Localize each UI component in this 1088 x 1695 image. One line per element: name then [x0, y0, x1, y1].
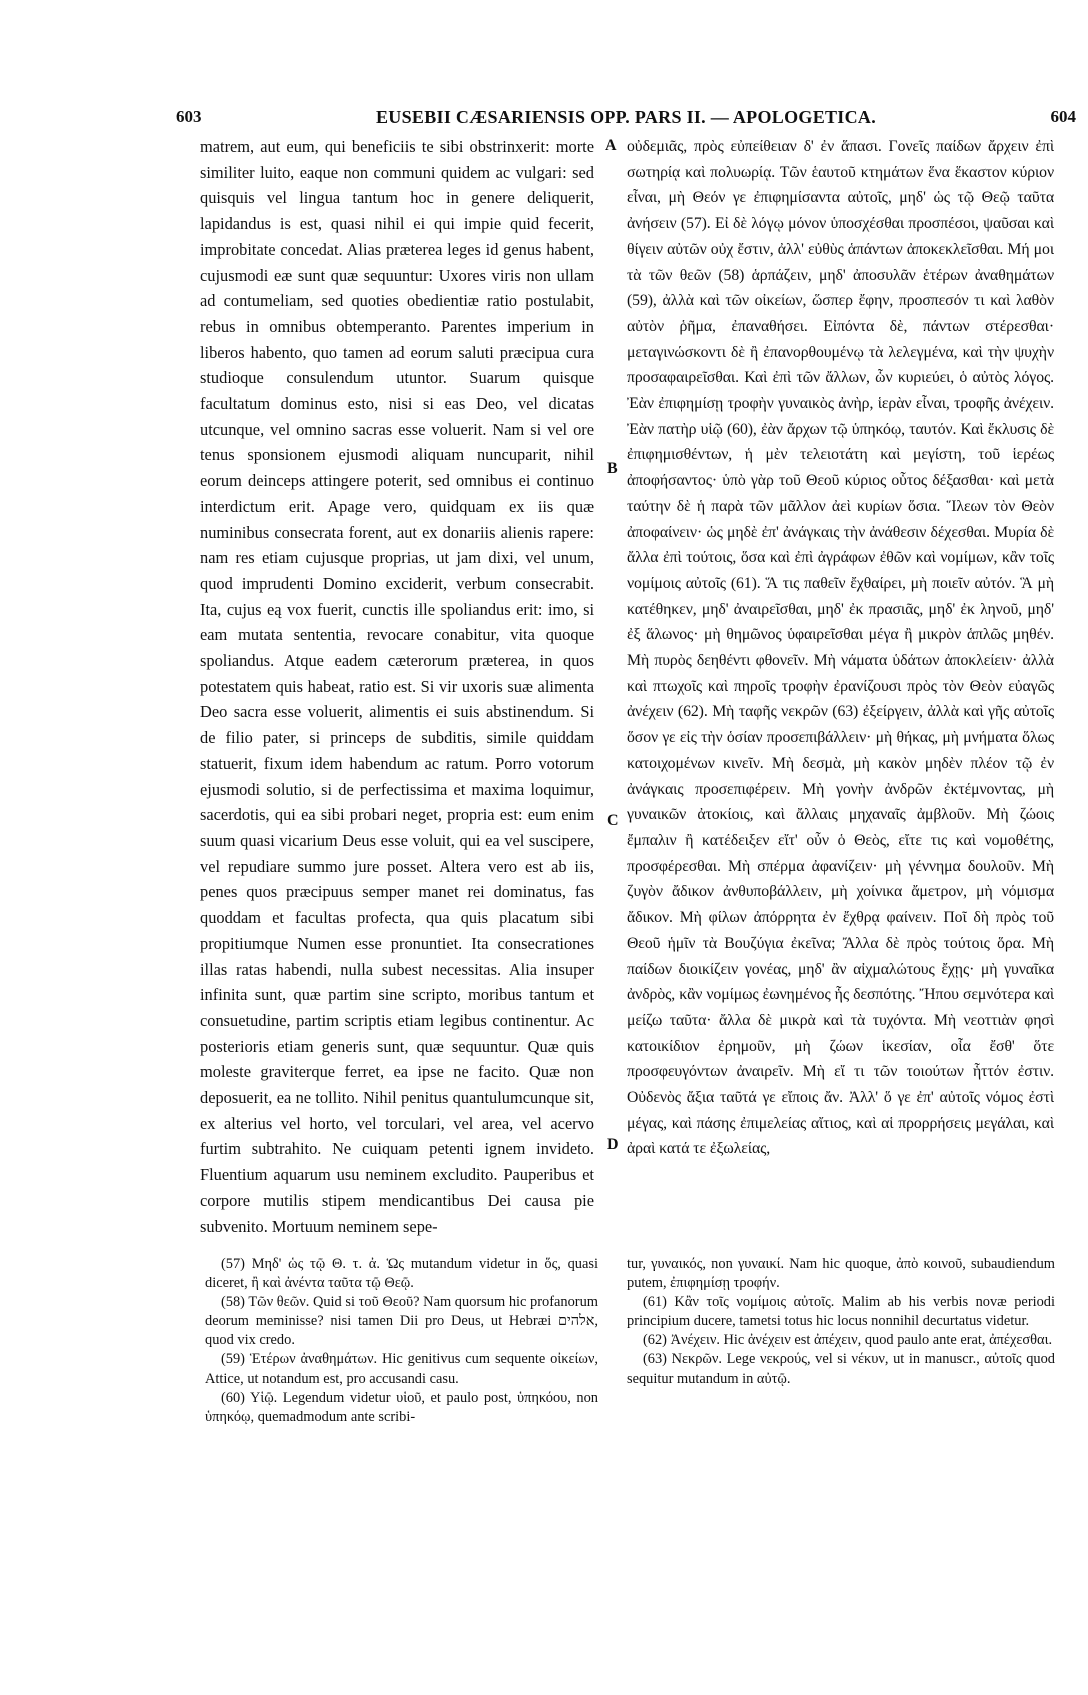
- margin-marker-c: C: [607, 812, 619, 829]
- running-header: [176, 107, 1076, 133]
- page-number-left: 603: [176, 107, 202, 126]
- footnote-60: (60) Υἱῷ. Legendum videtur υἱοῦ, et paulo post, ὑπηκόου, non ὑπηκόῳ, quemadmodum ante scribi-: [205, 1389, 598, 1425]
- latin-column: [200, 134, 594, 1239]
- margin-marker-a: A: [605, 137, 617, 154]
- greek-column: [627, 134, 1054, 1239]
- margin-marker-d: D: [607, 1136, 619, 1153]
- footnotes-left: [205, 1255, 598, 1575]
- footnote-59: (59) Ἑτέρων ἀναθημάτων. Hic genitivus cum sequente οἰκείων, Attice, ut notandum est, pro accusandi casu.: [205, 1351, 598, 1387]
- greek-text: οὐδεμιᾶς, πρὸς εὐπείθειαν δ' ἐν ἅπασι. Γονεῖς παίδων ἄρχειν ἐπὶ σωτηρίᾳ καὶ πολυωρίᾳ. Τῶν ἑαυτοῦ κτημάτων ἕνα ἕκαστον κύριον εἶναι, μὴ Θεόν γε ἐπιφημίσαντα αὐτοῖς, μηδ' ὡς τῷ Θεῷ ταῦτα ἀνήσειν (57). Εἰ δὲ λόγῳ μόνον ὑποσχέσθαι προσπέσοι, ψαῦσαι καὶ θίγειν αὐτῶν οὐχ ἔστιν, ἀλλ' εὐθὺς ἁπάντων ἀποκεκλεῖσθαι. Μή μοι τὰ τῶν θεῶν (58) ἁρπάζειν, μηδ' ἀποσυλᾶν ἑτέρων ἀναθημάτων (59), ἀλλὰ καὶ τῶν οἰκείων, ὥσπερ ἔφην, προσπεσόν τι καὶ λαθὸν αὐτὸν ῥῆμα, ἐπαναθήσει. Εἰπόντα δὲ, πάντων στέρεσθαι· μεταγινώσκοντι δὲ ἢ ἐπανορθουμένῳ τὰ λελεγμένα, καὶ τὴν ψυχὴν προσαφαιρεῖσθαι. Καὶ ἐπὶ τῶν ἄλλων, ὧν κυριεύει, ὁ αὐτὸς λόγος. Ἐὰν ἐπιφημίσῃ τροφὴν γυναικὸς ἀνὴρ, ἱερὰν εἶναι, τροφῆς ἀνέχειν. Ἐὰν πατὴρ υἱῷ (60), ἐὰν ἄρχων τῷ ὑπηκόῳ, ταυτόν. Καὶ ἔκλυσις δὲ ἐπιφημισθέντων, ἡ μὲν τελειοτάτη καὶ μεγίστη, τοῦ ἱερέως ἀποφήσαντος· ὑπὸ γὰρ τοῦ Θεοῦ κύριος οὗτος δέξασθαι· καὶ μετὰ ταύτην δὲ ἡ παρὰ τῶν μᾶλλον ἀεὶ κυρίων ὅσια. Ἵλεων τὸν Θεὸν ἀποφαίνειν· ὡς μηδὲ ἐπ' ἀνάγκαις τὴν ἀνάθεσιν δέχεσθαι. Μυρία δὲ ἄλλα ἐπὶ τούτοις, ὅσα καὶ ἐπὶ ἀγράφων ἐθῶν καὶ νομίμων, κἂν τοῖς νομίμοις αὐτοῖς (61). Ἅ τις παθεῖν ἔχθαίρει, μὴ ποιεῖν αὐτόν. Ἃ μὴ κατέθηκεν, μηδ' ἀναιρεῖσθαι, μηδ' ἐκ πρασιᾶς, μηδ' ἐκ ληνοῦ, μηδ' ἐξ ἅλωνος· μὴ θημῶνος ὑφαιρεῖσθαι μέγα ἢ μικρὸν ἁπλῶς μηθέν. Μὴ πυρὸς δεηθέντι φθονεῖν. Μὴ νάματα ὑδάτων ἀποκλείειν· ἀλλὰ καὶ πτωχοῖς καὶ πηροῖς τροφὴν ἐρανίζουσι πρὸς τὸν Θεὸν εὐαγῶς ἀνέχειν (62). Μὴ ταφῆς νεκρῶν (63) ἐξείργειν, ἀλλὰ καὶ γῆς αὐτοῖς ὅσον γε εἰς τὴν ὁσίαν προσεπιβάλλειν· μὴ θήκας, μὴ μνήματα ὅλως κατοιχομένων κινεῖν. Μὴ δεσμὰ, μὴ κακὸν μηδὲν πλέον τῷ ἐν ἀνάγκαις προσεπιφέρειν. Μὴ γονὴν ἀνδρῶν ἐκτέμνοντας, μὴ γυναικῶν ἀτοκίοις, καὶ ἄλλαις μηχαναῖς ἀμβλοῦν. Μὴ ζώοις ἔμπαλιν ἢ κατέδειξεν εἴτ' οὖν ὁ Θεὸς, εἴτε τις καὶ νομοθέτης, προσφέρεσθαι. Μὴ σπέρμα ἀφανίζειν· μὴ γέννημα δουλοῦν. Μὴ ζυγὸν ἄδικον ἀνθυποβάλλειν, μὴ χοίνικα ἄμετρον, μὴ νόμισμα ἄδικον. Μὴ φίλων ἀπόρρητα ἐν ἔχθρᾳ φαίνειν. Ποῖ δὴ πρὸς τοῦ Θεοῦ ἡμῖν τὰ Βουζύγια ἐκεῖνα; Ἄλλα δὲ πρὸς τούτοις ὅρα. Μὴ παίδων διοικίζειν γονέας, μηδ' ἂν αἰχμαλώτους ἔχῃς· μὴ γυναῖκα ἀνδρὸς, κἂν νομίμως ἐωνημένος ἧς δεσπότης. Ἤπου σεμνότερα καὶ μείζω ταῦτα· ἄλλα δὲ μικρὰ καὶ τὰ τυχόντα. Μὴ νεοττιὰν φησὶ κατοικίδιον ἐρημοῦν, μὴ ζώων ἱκεσίαν, οἷα ἔσθ' ὅτε προσφευγόντων ἀναιρεῖν. Μὴ εἴ τι τῶν τοιούτων ἧττόν ἐστιν. Οὐδενὸς ἄξια ταῦτά γε εἴποις ἄν. Ἀλλ' ὅ γε ἐπ' αὐτοῖς νόμος ἐστὶ μέγας, καὶ πάσης ἐπιμελείας αἴτιος, καὶ αἱ προρρήσεις μεγάλαι, καὶ ἀραὶ κατά τε ἐξωλείας,: [627, 138, 1054, 1158]
- footnote-58: (58) Τῶν θεῶν. Quid si τοῦ Θεοῦ? Nam quorsum hic profanorum deorum meminisse? nisi tamen Dii pro Deus, ut Hebræi אלהים, quod vix credo.: [205, 1294, 598, 1349]
- footnotes-right: [627, 1255, 1055, 1455]
- footnote-61: (61) Κἂν τοῖς νομίμοις αὐτοῖς. Malim ab his verbis novæ periodi principium ducere, tametsi totus hic locus nonnihil decurtatus videtur.: [627, 1294, 1055, 1330]
- running-title: EUSEBII CÆSARIENSIS OPP. PARS II. — APOLOGETICA.: [375, 107, 877, 127]
- footnote-60-continued: tur, γυναικός, non γυναικί. Nam hic quoque, ἀπὸ κοινοῦ, subaudiendum putem, ἐπιφημίσῃ τροφήν.: [627, 1256, 1055, 1292]
- footnote-62: (62) Ἀνέχειν. Hic ἀνέχειν est ἀπέχειν, quod paulo ante erat, ἀπέχεσθαι.: [643, 1332, 1053, 1349]
- margin-marker-b: B: [607, 460, 618, 477]
- footnote-63: (63) Νεκρῶν. Lege νεκρούς, vel si νέκυν, ut in manuscr., αὐτοῖς quod sequitur mutandum in αὐτῷ.: [627, 1351, 1055, 1387]
- latin-text: matrem, aut eum, qui beneficiis te sibi obstrinxerit: morte similiter luito, eaque non communi quidem ac vulgari: sed quisquis vel lingua tantum hoc in genere deliquerit, lapidandus is est, quasi nihil ei qui impie quid fecerit, improbitate concedat. Alias præterea leges id genus habent, cujusmodi eæ sunt quæ sequuntur: Uxores viris non ullam ad contumeliam, sed quoties obedientiæ ratio postulabit, rebus in omnibus obtemperanto. Parentes imperium in liberos habento, quo tamen ad eorum saluti præcipua cura studioque consulendum utuntor. Suarum quisque facultatum dominus esto, nisi si eas Deo, vel dicatas utcunque, vel omnino sacras esse voluerit. Nam si vel ore tenus sponsionem ejusmodi aliquam nuncuparit, nihil eorum deinceps attingere poterit, sed omnibus ei continuo interdictum erit. Apage vero, quidquam ex iis quæ numinibus consecrata forent, aut ex donariis alienis rapere: nam res etiam cujusque proprias, ut jam dixi, vel unum, quod imprudenti Domino exciderit, verbum consecrabit. Ita, cujus eą vox fuerit, cunctis ille spoliandus erit: imo, si eam mutata sententia, revocare conabitur, vita quoque spoliandus. Atque eadem cæterorum præterea, in quos potestatem quis habeat, ratio est. Si vir uxoris suæ alimenta Deo sacra esse voluerit, alimentis ei suis abstinendum. Si de filio pater, si princeps de subditis, simile quiddam statuerit, fixum idem habendum ac ratum. Porro votorum ejusmodi solutio, si de perfectissima et maxima loquimur, sacerdotis, qui ea sibi probari neget, propria est: eum enim suum quasi vicarium Deus esse voluit, qui ea vel suscipere, vel repudiare summo jure posset. Altera vero est ab iis, penes quos præcipuus semper manet rei dominatus, fas quoddam et facultas profecta, qua quis placatum sibi propitiumque Numen esse pronuntiet. Ita consecrationes illas ratas habendi, nulla subest necessitas. Alia insuper infinita sunt, quæ partim sine scripto, moribus tantum et consuetudine, partim scriptis etiam legibus continentur. Ac posterioris etiam generis sunt, quæ sequuntur. Quæ quis moleste graviterque ferret, ea ipse ne facito. Quæ non deposuerit, ea ne tollito. Nihil penitus quantulumcunque sit, ex alterius vel horto, vel torculari, vel area, vel acervo furtim subtrahito. Ne cuiquam petenti ignem invideto. Fluentium aquarum usu neminem excludito. Pauperibus et corpore mutilis stipem mendicantibus Dei causa pie subvenito. Mortuum neminem sepe-: [200, 137, 594, 1236]
- footnote-57: (57) Μηδ' ὡς τῷ Θ. τ. ἀ. Ὡς mutandum videtur in ὅς, quasi diceret, ἢ καὶ ἀνέντα ταῦτα τῷ Θεῷ.: [205, 1256, 598, 1292]
- page-number-right: 604: [1050, 107, 1076, 126]
